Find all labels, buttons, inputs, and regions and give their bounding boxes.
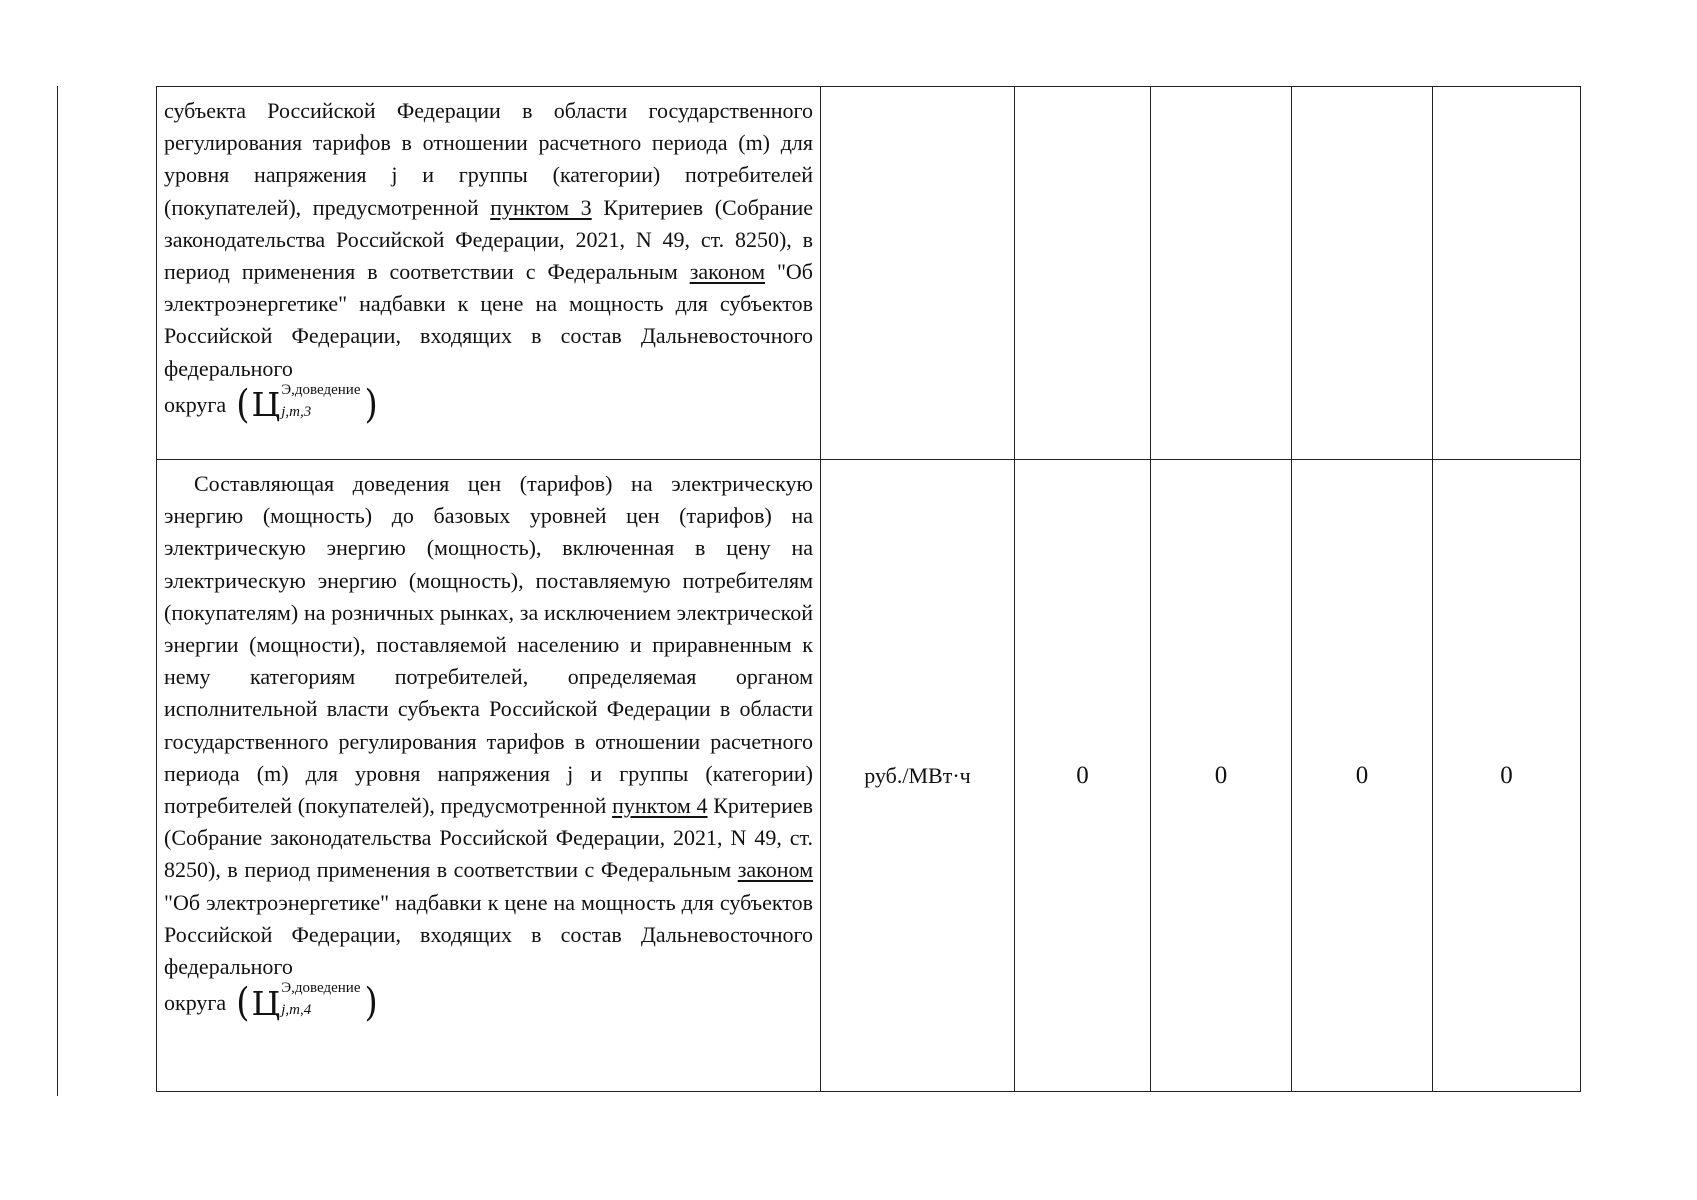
value-cell [1433,87,1581,460]
formula-subscript: j,m,4 [281,1002,312,1019]
table-row [157,460,1581,1092]
formula-subscript: j,m,3 [281,403,312,420]
row-description [157,87,821,460]
formula-superscript: Э,доведение [281,381,361,398]
unit-cell [821,87,1015,460]
value-cell [1151,87,1292,460]
formula-line [164,381,813,428]
page-margin-rule [57,86,58,1096]
criteria-point-link[interactable]: пунктом 4 [612,793,708,819]
value-cell: 0 [1015,460,1151,1092]
formula-paren-close: ) [364,381,378,428]
criteria-point-link[interactable]: пунктом 3 [490,194,592,220]
value-cell [1015,87,1151,460]
value-cell [1292,87,1433,460]
formula [236,381,378,428]
description-text: "Об электроэнергетике" надбавки к цене на мощность для субъектов Российской Федерации, входящих в состав Дальневосточного федерального [164,259,814,381]
value-cell: 0 [1151,460,1292,1092]
description-text: "Об электроэнергетике" надбавки к цене на мощность для субъектов Российской Федерации, входящих в состав Дальневосточного федерального [164,889,813,980]
description-text: Критериев (Собрание законодательства Российской Федерации, 2021, N 49, ст. 8250), в период применения в соответствии с Федеральным [164,194,813,285]
law-link[interactable]: законом [689,259,765,285]
value-cell: 0 [1292,460,1433,1092]
formula-paren-close: ) [364,980,378,1027]
formula-prefix: округа [164,990,227,1016]
table-row [157,87,1581,460]
value-cell: 0 [1433,460,1581,1092]
row-description [157,460,821,1092]
description-text: Составляющая доведения цен (тарифов) на электрическую энергию (мощность) до базовых уровней цен (тарифов) на электрическую энергию (мощность), включенная в цену на электрическую энергию (мощность), поставляемую потребителям (покупателям) на розничных рынках, за исключением электрической энергии (мощности), поставляемой населению и приравненным к нему категориям потребителей, определяемая органом исполнительной власти субъекта Российской Федерации в области государственного регулирования тарифов в отношении расчетного периода (m) для уровня напряжения j и группы (категории) потребителей (покупателей), предусмотренной [164,471,813,819]
formula-paren-open: ( [236,381,250,428]
description-text: субъекта Российской Федерации в области государственного регулирования тарифов в отношении расчетного периода (m) для уровня напряжения j и группы (категории) потребителей (покупателей), предусмотренной [164,98,813,220]
tariff-table [156,86,1581,1092]
formula-symbol: Ц [251,983,281,1023]
formula-paren-open: ( [236,980,250,1027]
formula-superscript: Э,доведение [281,980,361,997]
formula-prefix: округа [164,391,227,417]
description-text: Критериев (Собрание законодательства Российской Федерации, 2021, N 49, ст. 8250), в период применения в соответствии с Федеральным [164,793,813,883]
formula-line [164,980,813,1027]
unit-cell: руб./МВт·ч [821,460,1015,1092]
formula [236,980,378,1027]
formula-symbol: Ц [251,385,281,425]
law-link[interactable]: законом [737,857,813,883]
